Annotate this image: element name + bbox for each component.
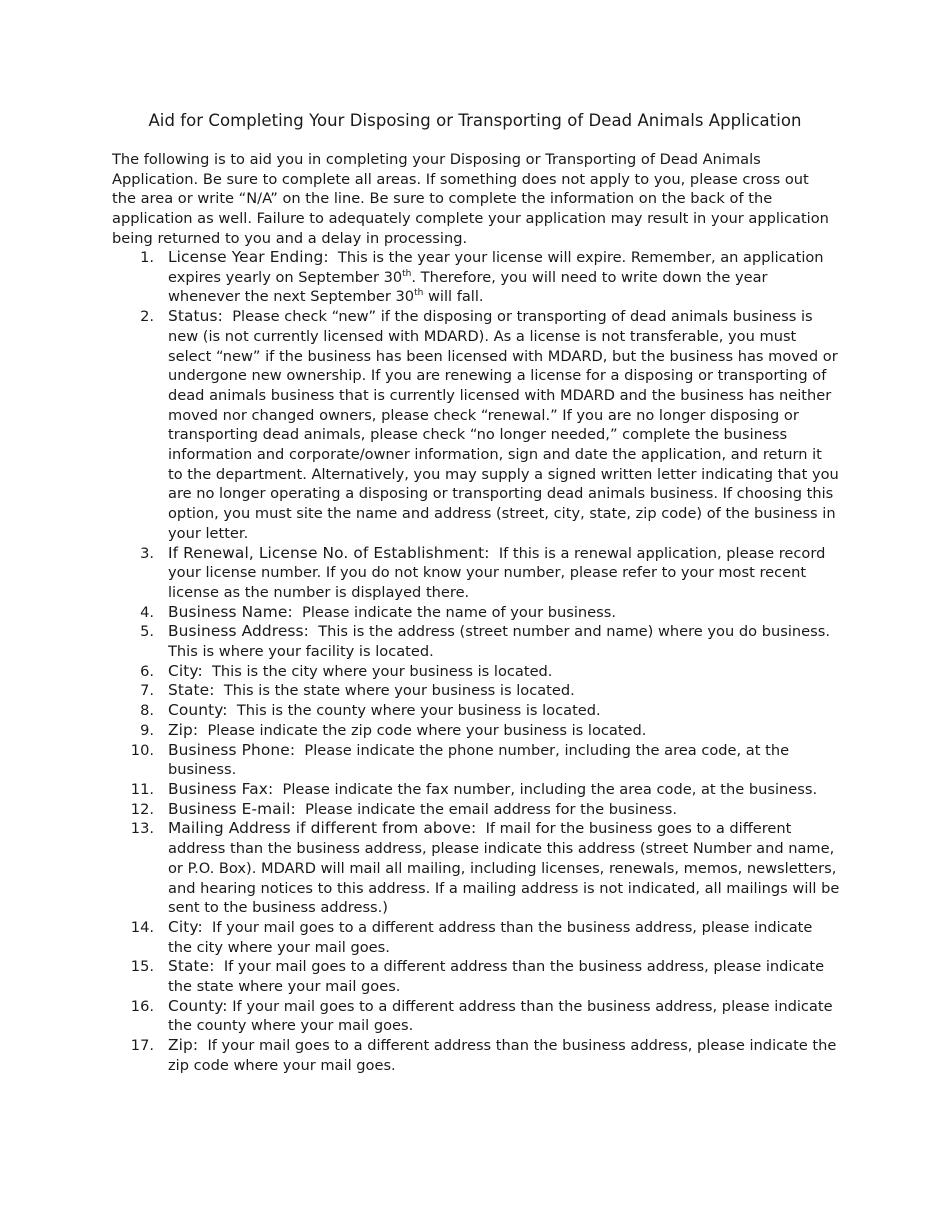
- item-text: If this is a renewal application, please record your license number. If you do not know your number, please refer to your most recent license as the number is displayed there.: [168, 544, 826, 601]
- item-text: If your mail goes to a different address than the business address, please indicate the zip code where your mail goes.: [168, 1037, 837, 1074]
- item-label: Zip:: [168, 1036, 199, 1055]
- item-text: If your mail goes to a different address than the business address, please indicate the city where your mail goes.: [168, 918, 813, 956]
- item-text: If mail for the business goes to a different address than the business address, please indicate this address (street Number and name, or P.O. Box). MDARD will mail all mailing, including licenses, renewals, memos, newsletters, and hearing notices to this address. If a mailing address is not indicated, all mailings will be sent to the business address.): [168, 820, 840, 917]
- item-number: 10.: [130, 741, 154, 759]
- item-number: 4.: [140, 603, 154, 621]
- item-text: This is the county where your business is located.: [236, 702, 601, 720]
- item-label: Business Address:: [168, 622, 309, 641]
- item-number: 8.: [140, 702, 154, 720]
- item-text: If your mail goes to a different address than the business address, please indicate the county where your mail goes.: [168, 997, 833, 1035]
- list-item: [112, 662, 840, 682]
- intro-paragraph: The following is to aid you in completing your Disposing or Transporting of Dead Animals Application. Be sure to complete all areas. If something does not apply to you, please cross out the area or write “N/A” on the line. Be sure to complete the information on the back of the application as well. Failure to adequately complete your application may result in your application being returned to you and a delay in processing.: [112, 151, 829, 247]
- list-item: [112, 307, 840, 543]
- item-number: 7.: [140, 682, 154, 700]
- list-item: [112, 544, 840, 603]
- item-number: 12.: [130, 800, 154, 818]
- item-label: Business E-mail:: [168, 799, 296, 818]
- item-text: will fall.: [423, 288, 484, 306]
- item-label: State:: [168, 681, 215, 700]
- item-number: 15.: [130, 958, 154, 976]
- item-text: This is the year your license will expire. Remember, an application expires yearly on September 30: [168, 249, 824, 286]
- item-label: Business Name:: [168, 602, 293, 621]
- item-label: Mailing Address if different from above:: [168, 819, 477, 838]
- item-text: Please indicate the phone number, including the area code, at the business.: [168, 741, 790, 779]
- item-text: Please indicate the email address for the business.: [305, 800, 678, 818]
- item-number: 1.: [140, 249, 154, 266]
- item-label: City:: [168, 661, 203, 680]
- item-text: If your mail goes to a different address than the business address, please indicate the state where your mail goes.: [168, 958, 825, 996]
- item-number: 14.: [130, 918, 154, 936]
- item-label: Business Fax:: [168, 779, 274, 798]
- list-item: [112, 997, 840, 1036]
- list-item: [112, 603, 840, 623]
- list-item: [112, 741, 840, 780]
- list-item: [112, 681, 840, 701]
- list-item: [112, 918, 840, 957]
- item-text: . Therefore, you will need to write down the year whenever the next September 30: [168, 268, 768, 306]
- item-number: 5.: [140, 623, 154, 641]
- instruction-list: [112, 248, 840, 1076]
- item-label: License Year Ending:: [168, 248, 329, 266]
- item-number: 6.: [140, 662, 154, 680]
- item-number: 2.: [140, 308, 154, 326]
- list-item: [112, 780, 840, 800]
- item-text: This is the city where your business is located.: [212, 662, 553, 680]
- superscript: th: [414, 288, 424, 299]
- item-label: Status:: [168, 307, 223, 326]
- item-label: County:: [168, 996, 228, 1015]
- superscript: th: [402, 268, 412, 279]
- item-number: 17.: [130, 1037, 154, 1055]
- item-label: If Renewal, License No. of Establishment:: [168, 543, 490, 562]
- item-text: Please indicate the name of your business.: [302, 603, 616, 621]
- list-item: [112, 819, 840, 918]
- item-text: Please indicate the zip code where your business is located.: [207, 721, 647, 739]
- item-text: This is the state where your business is located.: [223, 682, 575, 700]
- item-text: This is the address (street number and name) where you do business. This is where your facility is located.: [168, 623, 830, 661]
- item-text: Please indicate the fax number, including the area code, at the business.: [282, 780, 818, 798]
- item-label: State:: [168, 957, 215, 976]
- list-item: [112, 622, 840, 661]
- item-text: Please check “new” if the disposing or transporting of dead animals business is new (is not currently licensed with MDARD). As a license is not transferable, you must select “new” if the business has been licensed with MDARD, but the business has moved or undergone new ownership. If you are renewing a license for a disposing or transporting of dead animals business that is currently licensed with MDARD and the business has neither moved nor changed owners, please check “renewal.” If you are no longer disposing or transporting dead animals, please check “no longer needed,” complete the business information and corporate/owner information, sign and date the application, and return it to the department. Alternatively, you may supply a signed written letter indicating that you are no longer operating a disposing or transporting dead animals business. If choosing this option, you must site the name and address (street, city, state, zip code) of the business in your letter.: [168, 308, 839, 542]
- list-item: [112, 957, 840, 996]
- item-label: Business Phone:: [168, 740, 296, 759]
- list-item: [112, 800, 840, 820]
- item-label: County:: [168, 701, 228, 720]
- list-item: [112, 701, 840, 721]
- list-item: [112, 721, 840, 741]
- item-number: 3.: [140, 544, 154, 562]
- item-label: City:: [168, 917, 203, 936]
- document-title: Aid for Completing Your Disposing or Transporting of Dead Animals Application: [148, 111, 802, 130]
- item-number: 9.: [140, 721, 154, 739]
- item-number: 11.: [130, 780, 154, 798]
- item-label: Zip:: [168, 720, 199, 739]
- list-item: [112, 1036, 840, 1075]
- item-number: 16.: [130, 997, 154, 1015]
- list-item: [112, 248, 840, 307]
- item-number: 13.: [130, 820, 154, 838]
